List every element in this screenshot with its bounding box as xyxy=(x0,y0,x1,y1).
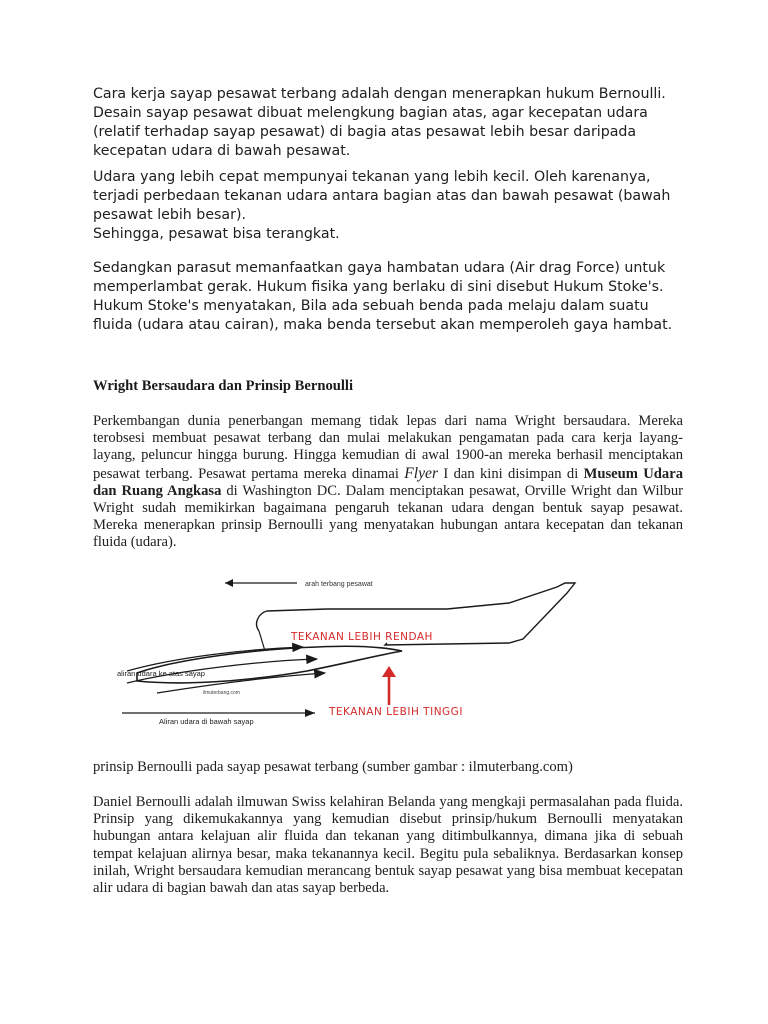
airflow-bottom-arrowhead xyxy=(305,709,315,717)
section-heading: Wright Bersaudara dan Prinsip Bernoulli xyxy=(93,378,354,394)
fuselage-nose xyxy=(259,631,265,651)
section-paragraph-text-b: I dan kini disimpan di xyxy=(438,465,584,482)
watermark-text: ilmuterbang.com xyxy=(203,690,240,696)
section-paragraph xyxy=(93,413,683,552)
flight-direction-arrowhead xyxy=(225,579,233,587)
low-pressure-label: TEKANAN LEBIH RENDAH xyxy=(291,631,433,643)
intro-paragraph-2-conclusion: Sehingga, pesawat bisa terangkat. xyxy=(93,226,340,242)
intro-paragraph-3: Sedangkan parasut memanfaatkan gaya hambatan udara (Air drag Force) untuk memperlambat gerak. Hukum fisika yang berlaku di sini disebut Hukum Stoke's. Hukum Stoke's menyatakan, Bila ada sebuah benda pada melaju dalam suatu fluida (udara atau cairan), maka benda tersebut akan memperoleh gaya hambat. xyxy=(93,260,673,333)
high-pressure-label: TEKANAN LEBIH TINGGI xyxy=(329,706,463,718)
figure-caption: prinsip Bernoulli pada sayap pesawat terbang (sumber gambar : ilmuterbang.com) xyxy=(93,759,573,775)
intro-paragraph-1: Cara kerja sayap pesawat terbang adalah dengan menerapkan hukum Bernoulli. Desain sayap pesawat dibuat melengkung bagian atas, agar kecepatan udara (relatif terhadap sayap pesawat) di bagia atas pesawat lebih besar daripada kecepatan udara di bawah pesawat. xyxy=(93,86,666,159)
museum-name: Museum Udara dan Ruang Angkasa xyxy=(93,465,683,499)
flyer-name: Flyer xyxy=(404,464,439,482)
airflow-top-label: aliran udara ke atas sayap xyxy=(117,669,205,678)
intro-paragraph-2-text: Udara yang lebih cepat mempunyai tekanan yang lebih kecil. Oleh karenanya, terjadi perbedaan tekanan udara antara bagian atas dan bawah pesawat (bawah pesawat lebih besar). xyxy=(93,169,671,223)
intro-paragraph-2 xyxy=(93,168,683,244)
wing-diagram xyxy=(117,563,629,735)
closing-paragraph: Daniel Bernoulli adalah ilmuwan Swiss kelahiran Belanda yang mengkaji permasalahan pada fluida. Prinsip yang dikemukakannya yang kemudian disebut prinsip/hukum Bernoulli menyatakan hubungan antara kelajuan alir fluida dan tekanan yang ditimbulkannya, dimana jika di sebuah tempat kelajuan alirnya besar, maka tekanannya kecil. Begitu pula sebaliknya. Berdasarkan konsep inilah, Wright bersaudara kemudian merancang bentuk sayap pesawat yang bisa membuat kecepatan alir udara di bagian bawah dan atas sayap berbeda. xyxy=(93,794,683,897)
flight-direction-label: arah terbang pesawat xyxy=(305,581,373,588)
section-paragraph-text-c: di Washington DC. Dalam menciptakan pesawat, Orville Wright dan Wilbur Wright sudah memikirkan bagaimana pengaruh tekanan udara dengan bentuk sayap pesawat. Mereka menerapkan prinsip Bernoulli yang menyatakan hubungan antara kecepatan dan tekanan fluida (udara). xyxy=(93,482,684,551)
lift-arrowhead xyxy=(382,666,396,677)
wing-diagram-svg xyxy=(117,563,629,735)
section-paragraph-text-a: Perkembangan dunia penerbangan memang tidak lepas dari nama Wright bersaudara. Mereka terobsesi membuat pesawat terbang dan mulai melakukan pengamatan pada cara kerja layang-layang, peluncur hingga burung. Hingga kemudian di awal 1900-an mereka berhasil menciptakan pesawat terbang. Pesawat pertama mereka dinamai xyxy=(93,413,683,482)
airflow-bottom-label: Aliran udara di bawah sayap xyxy=(159,717,254,726)
